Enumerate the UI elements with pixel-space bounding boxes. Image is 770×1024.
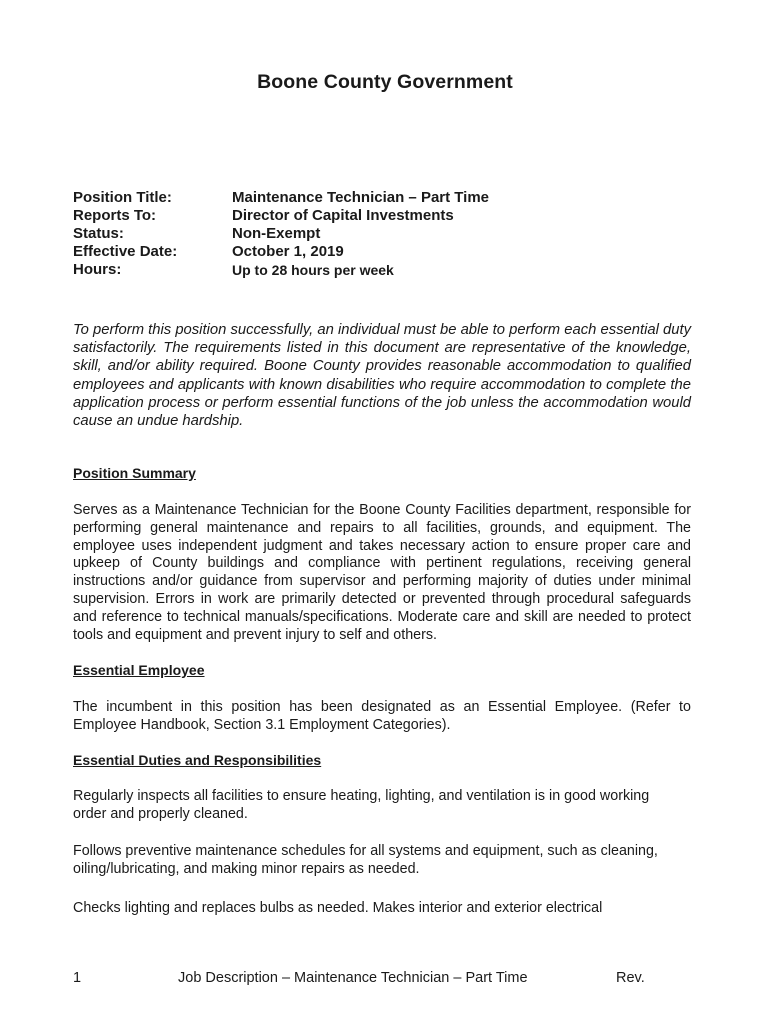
duty-item: Follows preventive maintenance schedules for all systems and equipment, such as cleaning, oiling/lubricating, and making minor repairs as needed.	[73, 843, 658, 877]
page-footer	[0, 970, 770, 990]
essential-duties-heading: Essential Duties and Responsibilities	[73, 752, 322, 768]
intro-paragraph: To perform this position successfully, an individual must be able to perform each essential duty satisfactorily. The requirements listed in this document are representative of the knowledge, skill, and/or ability required. Boone County provides reasonable accommodation to qualified employees and applicants with known disabilities who require accommodation to complete the application process or perform essential functions of the job unless the accommodation would cause an undue hardship.	[73, 322, 691, 430]
info-label: Position Title:	[73, 189, 172, 206]
info-value: Maintenance Technician – Part Time	[232, 189, 490, 206]
info-value: October 1, 2019	[232, 243, 344, 260]
document-title: Boone County Government	[257, 71, 513, 93]
duty-item: Checks lighting and replaces bulbs as needed. Makes interior and exterior electrical	[73, 900, 603, 916]
position-info-table	[73, 189, 489, 279]
info-label: Reports To:	[73, 207, 157, 224]
duty-item: Regularly inspects all facilities to ensure heating, lighting, and ventilation is in good working order and properly cleaned.	[73, 788, 650, 822]
info-row-position-title	[73, 189, 489, 207]
info-value: Director of Capital Investments	[232, 207, 454, 224]
page-number: 1	[73, 970, 82, 986]
essential-employee-text: The incumbent in this position has been designated as an Essential Employee. (Refer to Employee Handbook, Section 3.1 Employment Categories).	[73, 699, 691, 733]
info-row-effective-date	[73, 243, 489, 261]
info-label: Hours:	[73, 261, 122, 278]
position-summary-text: Serves as a Maintenance Technician for the Boone County Facilities department, responsible for performing general maintenance and repairs to all facilities, grounds, and equipment. The employee uses independent judgment and takes necessary action to ensure proper care and upkeep of County buildings and compliance with pertinent regulations, receiving general instructions and/or guidance from supervisor and performing majority of duties under minimal supervision. Errors in work are primarily detected or prevented through procedural safeguards and reference to technical manuals/specifications. Moderate care and skill are needed to protect tools and equipment and prevent injury to self and others.	[73, 502, 691, 643]
position-summary-heading: Position Summary	[73, 465, 196, 481]
info-label: Effective Date:	[73, 243, 178, 260]
info-row-hours	[73, 261, 489, 279]
essential-employee-heading: Essential Employee	[73, 662, 205, 678]
info-row-status	[73, 225, 489, 243]
info-row-reports-to	[73, 207, 489, 225]
info-value: Up to 28 hours per week	[232, 262, 394, 278]
footer-revision: Rev.	[616, 970, 645, 986]
info-label: Status:	[73, 225, 124, 242]
footer-document-name: Job Description – Maintenance Technician – Part Time	[178, 970, 528, 986]
info-value: Non-Exempt	[232, 225, 321, 242]
